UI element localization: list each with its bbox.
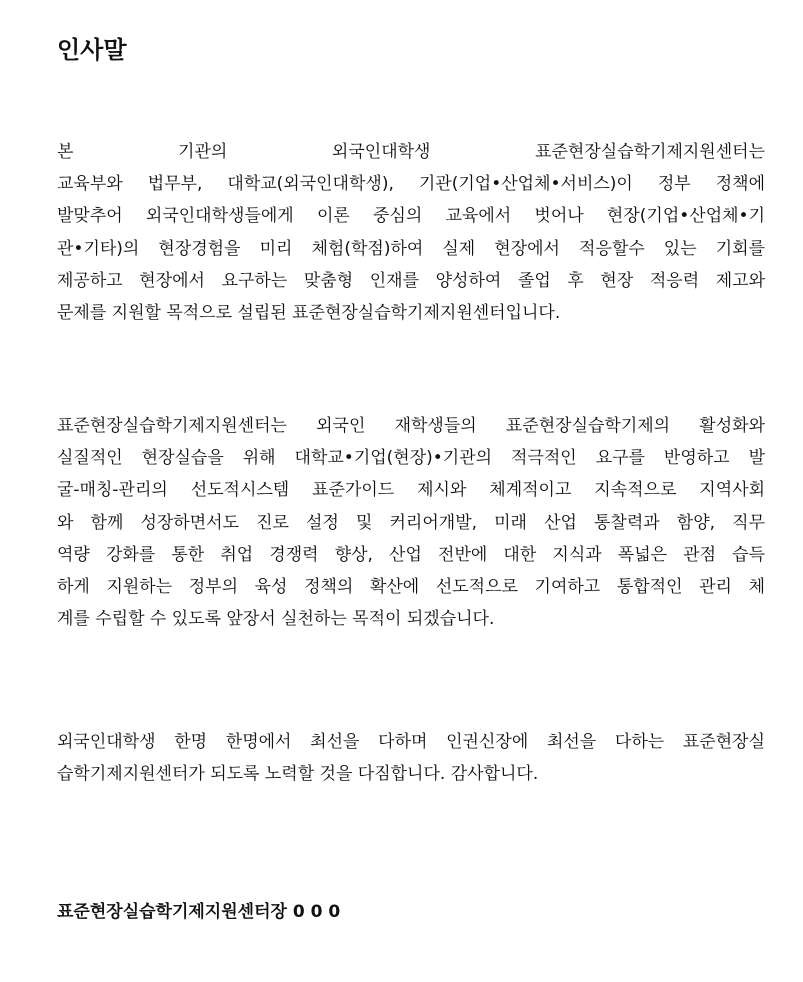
text-line: 외국인대학생 한명 한명에서 최선을 다하며 인권신장에 최선을 다하는 표준현장실 (57, 732, 765, 752)
text-line: 계를 수립할 수 있도록 앞장서 실천하는 목적이 되겠습니다. (57, 609, 495, 630)
greeting-paragraph-intro (57, 136, 765, 329)
text-line: 굴-매칭-관리의 선도적시스템 표준가이드 제시와 체계적이고 지속적으로 지역사회 (57, 480, 765, 501)
text-line: 역량 강화를 통한 취업 경쟁력 향상, 산업 전반에 대한 지식과 폭넓은 관점 습득 (57, 544, 765, 565)
signature: 표준현장실습학기제지원센터장 0 0 0 (57, 902, 341, 922)
text-line: 발맞추어 외국인대학생들에게 이론 중심의 교육에서 벗어나 현장(기업•산업체•기 (57, 206, 765, 227)
text-line: 와 함께 성장하면서도 진로 설정 및 커리어개발, 미래 산업 통찰력과 함양, 직무 (57, 512, 765, 533)
text-line: 하게 지원하는 정부의 육성 정책의 확산에 선도적으로 기여하고 통합적인 관리 체 (57, 577, 765, 598)
text-line: 실질적인 현장실습을 위해 대학교•기업(현장)•기관의 적극적인 요구를 반영하고 발 (57, 448, 765, 469)
text-line: 제공하고 현장에서 요구하는 맞춤형 인재를 양성하여 졸업 후 현장 적응력 제고와 (57, 270, 765, 291)
greeting-paragraph-mission (57, 410, 765, 635)
greeting-paragraph-closing (57, 726, 765, 790)
text-line: 표준현장실습학기제지원센터는 외국인 재학생들의 표준현장실습학기제의 활성화와 (57, 416, 765, 436)
text-line: 교육부와 법무부, 대학교(외국인대학생), 기관(기업•산업체•서비스)이 정부 정책에 (57, 174, 765, 195)
text-line: 본 기관의 외국인대학생 표준현장실습학기제지원센터는 (57, 142, 765, 162)
page-title: 인사말 (57, 36, 127, 64)
text-line: 습학기제지원센터가 되도록 노력할 것을 다짐합니다. 감사합니다. (57, 764, 539, 785)
text-line: 관•기타)의 현장경험을 미리 체험(학점)하여 실제 현장에서 적응할수 있는 기회를 (57, 238, 765, 259)
text-line: 문제를 지원할 목적으로 설립된 표준현장실습학기제지원센터입니다. (57, 303, 561, 324)
